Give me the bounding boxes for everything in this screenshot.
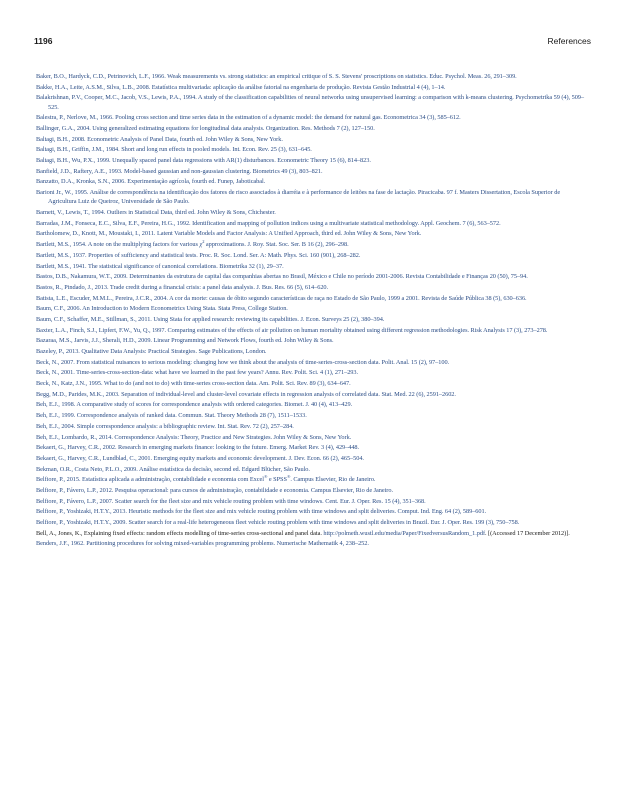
reference-item: Bekaert, G., Harvey, C.R., 2002. Research in emerging markets finance: looking to the future. Emerg. Market Rev. 3 (4), 429–448. [36,444,360,452]
reference-item: Baum, C.F., Schaffer, M.E., Stillman, S., 2011. Using Stata for applied research: reviewing its capabilities. J. Econ. Surveys 25 (2), 380–394. [36,315,385,323]
reference-text: . Campus Elsevier, Rio de Janeiro. [290,476,376,484]
registered-mark: ® [263,474,268,480]
reference-item: Barioni Jr., W., 1995. Análise de correspondência na identificação dos fatores de risco associados à diarréia e à performance de leitões na fase de lactação. Piracicaba. 97 f. Masters Dissertation, Escola Superior de Agricultura Luiz de Queiroz, Universidade de São Paulo. [36,189,561,206]
reference-text: approximations. J. Roy. Stat. Soc. Ser. B 16 (2), 296–298. [204,241,349,249]
reference-item: Banzatto, D.A., Kronka, S.N., 2006. Experimentação agrícola, fourth ed. Funep, Jaboticabal. [36,178,266,186]
reference-item: Baltagi, B.H., Griffin, J.M., 1984. Short and long run effects in pooled models. Int. Econ. Rev. 25 (3), 631–645. [36,146,312,154]
reference-item: Baltagi, B.H., Wu, P.X., 1999. Unequally spaced panel data regressions with AR(1) disturbances. Econometric Theory 15 (6), 814–823. [36,157,371,165]
reference-item: Barradas, J.M., Fonseca, E.C., Silva, E.F., Pereira, H.G., 1992. Identification and mapping of pollution indices using a multivariate statistical methodology. Appl. Geochem. 7 (6), 563–572. [36,219,501,227]
superscript: 2 [202,239,205,245]
chi-symbol: χ [199,241,203,249]
reference-item: Beh, E.J., 1999. Correspondence analysis of ranked data. Commun. Stat. Theory Methods 28 (7), 1511–1533. [36,412,307,420]
reference-item: Bartlett, M.S., 1937. Properties of sufficiency and statistical tests. Proc. R. Soc. Lond. Ser. A: Math. Phys. Sci. 160 (901), 268–282. [36,251,361,259]
reference-text: . [(Accessed 17 December 2012)]. [485,529,570,537]
reference-item: Balestra, P., Nerlove, M., 1966. Pooling cross section and time series data in the estimation of a dynamic model: the demand for natural gas. Econometrica 34 (3), 585–612. [36,114,461,122]
reference-list [36,72,589,550]
reference-item: Baum, C.F., 2006. An Introduction to Modern Econometrics Using Stata. Stata Press, College Station. [36,305,288,313]
reference-item: Bazeley, P., 2013. Qualitative Data Analysis: Practical Strategies. Sage Publications, London. [36,348,267,355]
section-title: References [547,36,591,46]
reference-text: Bartlett, M.S., 1954. A note on the multiplying factors for various [36,241,200,249]
reference-item: Banfield, J.D., Raftery, A.E., 1993. Model-based gaussian and non-gaussian clustering. Biometrics 49 (3), 803–821. [36,167,323,175]
reference-item: Beck, N., Katz, J.N., 1995. What to do (and not to do) with time-series cross-section data. Am. Polit. Sci. Rev. 89 (3), 634–647. [36,380,351,388]
reference-item: Bastos, D.B., Nakamura, W.T., 2009. Determinantes da estrutura de capital das companhias abertas no Brasil, México e Chile no período 2001-2006. Revista Contabilidade e Finanças 20 (50), 75–94. [36,273,528,281]
reference-item: Baltagi, B.H., 2008. Econometric Analysis of Panel Data, fourth ed. John Wiley & Sons, New York. [36,135,283,143]
page-number: 1196 [34,36,53,46]
reference-item: Batista, L.E., Escuder, M.M.L., Pereira, J.C.R., 2004. A cor da morte: causas de óbito segundo características de raça no Estado de São Paulo, 1999 a 2001. Revista de Saúde Pública 38 (5), 630–636. [36,294,527,302]
reference-item: Baker, B.O., Hardyck, C.D., Petrinovich, L.F., 1966. Weak measurements vs. strong statistics: an empirical critique of S. S. Stevens' proscriptions on statistics. Educ. Psychol. Meas. 26, 291–309. [36,73,517,80]
reference-item: Begg, M.D., Parides, M.K., 2003. Separation of individual-level and cluster-level covariate effects in regression analysis of correlated data. Stat. Med. 22 (6), 2591–2602. [36,390,456,398]
reference-item: Beck, N., 2001. Time-series-cross-section-data: what have we learned in the past few years? Annu. Rev. Polit. Sci. 4 (1), 271–293. [36,369,359,377]
reference-item: Beh, E.J., 1998. A comparative study of scores for correspondence analysis with ordered categories. Biomet. J. 40 (4), 413–429. [36,401,353,409]
reference-item: Beh, E.J., Lombardo, R., 2014. Correspondence Analysis: Theory, Practice and New Strategies. John Wiley & Sons, New York. [36,433,352,441]
reference-link[interactable]: http://polmeth.wustl.edu/media/Paper/FixedversusRandom_1.pdf [323,529,485,537]
reference-item: Baxter, L.A., Finch, S.J., Lipfert, F.W., Yu, Q., 1997. Comparing estimates of the effects of air pollution on human mortality obtained using different regression methodologies. Risk Analysis 17 (3), 273–278. [36,326,548,334]
reference-item: Belfiore, P., Fávero, L.P., 2012. Pesquisa operacional: para cursos de administração, contabilidade e economia. Campus Elsevier, Rio de Janeiro. [36,486,393,494]
reference-item: Benders, J.F., 1962. Partitioning procedures for solving mixed-variables programming problems. Numerische Mathematik 4, 238–252. [36,540,369,548]
registered-mark: ® [286,474,291,480]
reference-item: Belfiore, P., Fávero, L.P., 2007. Scatter search for the fleet size and mix vehicle routing problem with time windows. Cent. Eur. J. Oper. Res. 15 (4), 351–368. [36,497,426,505]
running-head [34,36,591,46]
reference-item: Barnett, V., Lewis, T., 1994. Outliers in Statistical Data, third ed. John Wiley & Sons, Chichester. [36,209,276,217]
reference-item: Ballinger, G.A., 2004. Using generalized estimating equations for longitudinal data analysis. Organization. Res. Methods 7 (2), 127–150. [36,125,375,132]
reference-item: Bartholomew, D., Knott, M., Moustaki, I., 2011. Latent Variable Models and Factor Analysis: A Unified Approach, third ed. John Wiley & Sons, New York. [36,230,422,238]
reference-item [36,529,589,538]
reference-item: Beck, N., 2007. From statistical nuisances to serious modeling: changing how we think about the analysis of time-series-cross-section data. Polit. Anal. 15 (2), 97–100. [36,358,450,366]
reference-item: Belfiore, P., Yoshizaki, H.T.Y., 2009. Scatter search for a real-life heterogeneous fleet vehicle routing problem with time windows and split deliveries in Brazil. Eur. J. Oper. Res. 199 (3), 750–758. [36,519,520,526]
reference-item [36,475,589,484]
reference-item: Beh, E.J., 2004. Simple correspondence analysis: a bibliographic review. Int. Stat. Rev. 72 (2), 257–284. [36,422,294,430]
reference-item [36,240,589,249]
reference-text: Bell, A., Jones, K., Explaining fixed effects: random effects modelling of time-series cross-sectional and panel data. [36,529,324,537]
reference-item: Bartlett, M.S., 1941. The statistical significance of canonical correlations. Biometrika 32 (1), 29–37. [36,262,284,270]
reference-item: Bekman, O.R., Costa Neto, P.L.O., 2009. Análise estatística da decisão, second ed. Edgard Blücher, São Paulo. [36,465,310,473]
reference-text: e SPSS [267,476,287,484]
reference-item: Bakke, H.A., Leite, A.S.M., Silva, L.B., 2008. Estatística multivariada: aplicação da análise fatorial na engenharia de produção. Revista Gestão Industrial 4 (4), 1–14. [36,83,446,91]
reference-item: Belfiore, P., Yoshizaki, H.T.Y., 2013. Heuristic methods for the fleet size and mix vehicle routing problem with time windows and split deliveries. Comput. Ind. Eng. 64 (2), 589–601. [36,508,487,516]
reference-item: Bekaert, G., Harvey, C.R., Lundblad, C., 2001. Emerging equity markets and economic development. J. Dev. Econ. 66 (2), 465–504. [36,454,364,462]
reference-item: Balakrishnan, P.V., Cooper, M.C., Jacob, V.S., Lewis, P.A., 1994. A study of the classification capabilities of neural networks using unsupervised learning: a comparison with k-means clustering. Psychometrika 59 (4), 509–525. [36,94,584,111]
reference-item: Bastos, R., Pindado, J., 2013. Trade credit during a financial crisis: a panel data analysis. J. Bus. Res. 66 (5), 614–620. [36,283,329,291]
reference-text: Belfiore, P., 2015. Estatística aplicada a administração, contabilidade e economia com Excel [36,476,264,484]
reference-item: Bazaraa, M.S., Jarvis, J.J., Sherali, H.D., 2009. Linear Programming and Network Flows, fourth ed. John Wiley & Sons. [36,337,334,345]
